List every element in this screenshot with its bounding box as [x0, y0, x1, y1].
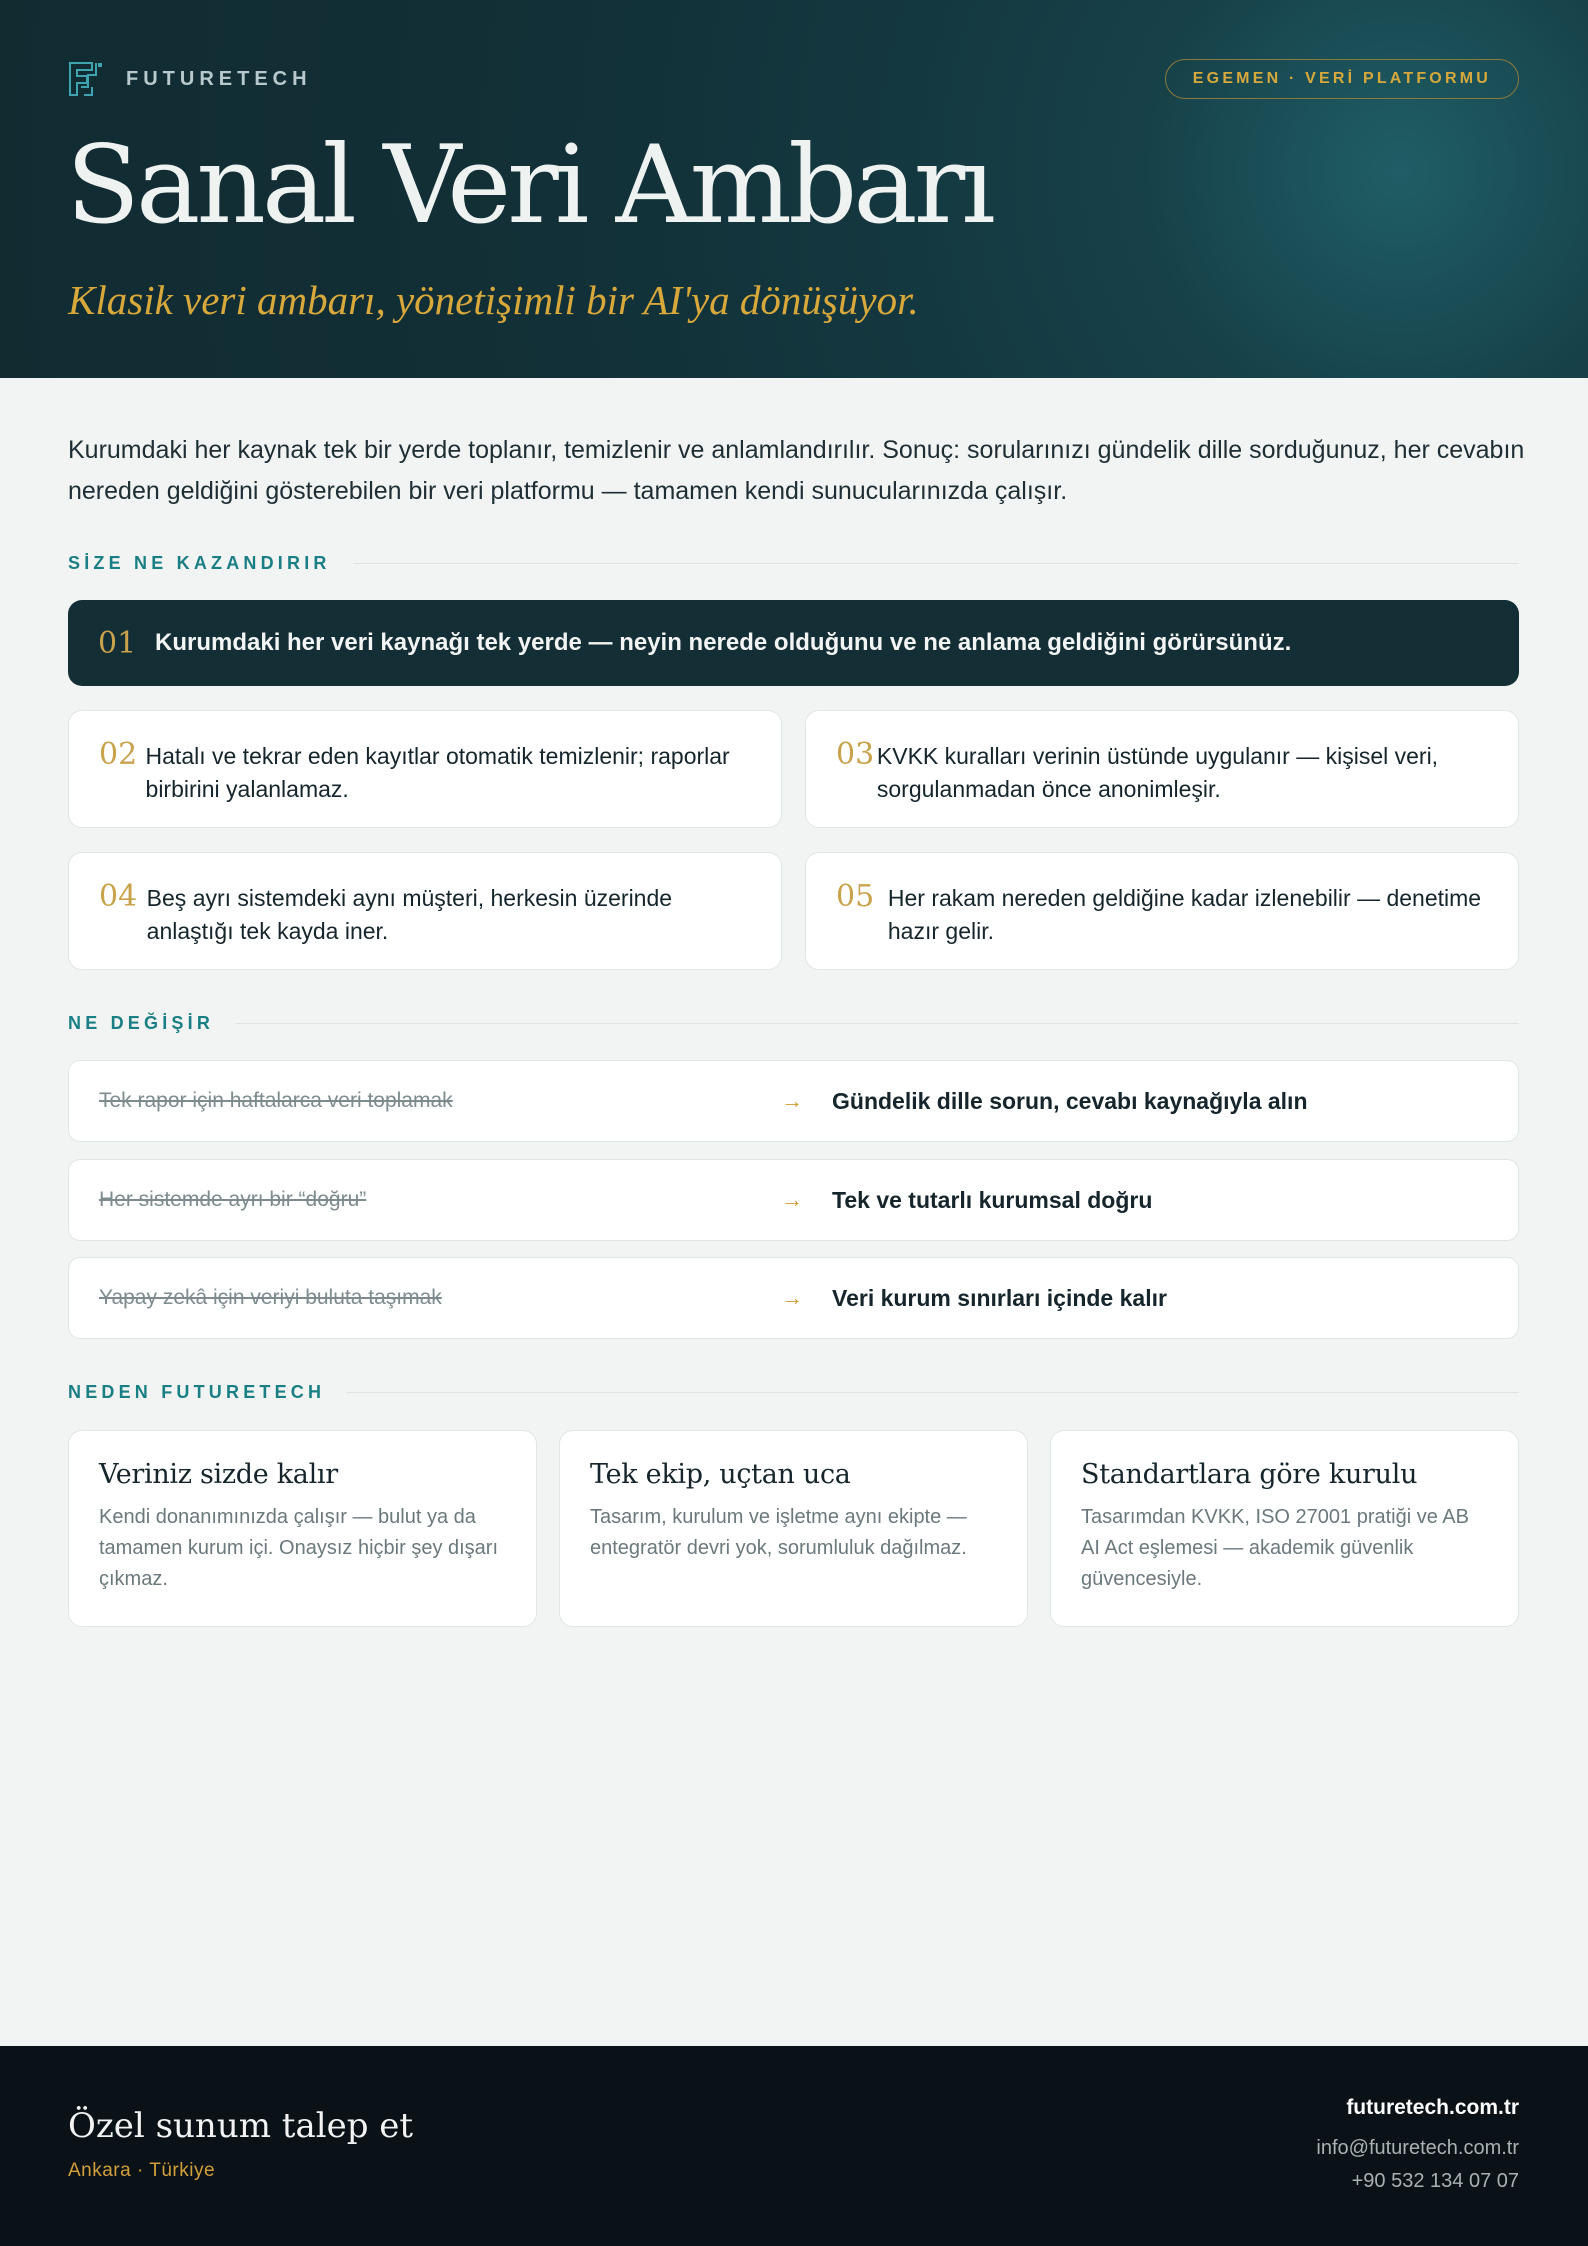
section-label: NEDEN FUTURETECH [68, 1381, 326, 1402]
benefit-number: 01 [98, 625, 137, 661]
change-row [68, 1159, 1519, 1241]
divider [347, 1392, 1519, 1393]
why-card-title: Standartlara göre kurulu [1081, 1459, 1418, 1490]
phone-link[interactable]: +90 532 134 07 07 [1351, 2170, 1519, 2192]
platform-badge: EGEMEN · VERİ PLATFORMU [1165, 59, 1519, 99]
footer [0, 2046, 1588, 2246]
change-after: Veri kurum sınırları içinde kalır [832, 1284, 1167, 1311]
why-card-description: Kendi donanımınızda çalışır — bulut ya da tamamen kurum içi. Onaysız hiçbir şey dışarı çıkmaz. [99, 1506, 499, 1590]
benefit-card [68, 710, 782, 828]
benefit-text: Beş ayrı sistemdeki aynı müşteri, herkesin üzerinde anlaştığı tek kayda iner. [146, 885, 673, 944]
arrow-right-icon: → [781, 1285, 803, 1310]
change-before: Yapay zekâ için veriyi buluta taşımak [99, 1286, 442, 1309]
email-link[interactable]: info@futuretech.com.tr [1316, 2137, 1519, 2159]
brand[interactable] [68, 60, 312, 98]
arrow-right-icon: → [781, 1088, 803, 1113]
request-presentation-cta[interactable]: Özel sunum talep et [68, 2106, 414, 2146]
change-after: Gündelik dille sorun, cevabı kaynağıyla alın [832, 1087, 1308, 1114]
benefit-text: Her rakam nereden geldiğine kadar izlenebilir — denetime hazır gelir. [887, 885, 1482, 944]
benefit-text: Hatalı ve tekrar eden kayıtlar otomatik temizlenir; raporlar birbirini yalanlamaz. [145, 743, 730, 802]
benefit-text: KVKK kuralları verinin üstünde uygulanır — kişisel veri, sorgulanmadan önce anonimleşir. [876, 743, 1439, 802]
divider [353, 563, 1519, 564]
benefit-number: 03 [836, 737, 875, 772]
location-text: Ankara · Türkiye [68, 2160, 216, 2181]
page-subtitle: Klasik veri ambarı, yönetişimli bir AI'ya dönüşüyor. [68, 277, 919, 323]
change-after: Tek ve tutarlı kurumsal doğru [832, 1186, 1153, 1213]
change-row [68, 1060, 1519, 1142]
why-card [559, 1430, 1028, 1627]
website-link[interactable]: futuretech.com.tr [1346, 2096, 1519, 2119]
divider [236, 1023, 1519, 1024]
benefit-card [805, 852, 1519, 970]
change-before: Her sistemde ayrı bir “doğru” [99, 1188, 367, 1211]
benefits-section-heading [68, 553, 1519, 573]
page-title: Sanal Veri Ambarı [66, 123, 992, 248]
changes-section-heading [68, 1013, 1519, 1033]
why-card-title: Tek ekip, uçtan uca [590, 1459, 851, 1490]
why-card-description: Tasarım, kurulum ve işletme aynı ekipte — entegratör devri yok, sorumluluk dağılmaz. [590, 1506, 967, 1559]
why-card-title: Veriniz sizde kalır [99, 1459, 338, 1490]
futuretech-logo-icon [68, 61, 104, 97]
benefit-text: Kurumdaki her veri kaynağı tek yerde — neyin nerede olduğunu ve ne anlama geldiğini görürsünüz. [155, 629, 1292, 656]
section-label: SİZE NE KAZANDIRIR [68, 552, 331, 573]
benefit-card [805, 710, 1519, 828]
change-row [68, 1257, 1519, 1339]
why-card [68, 1430, 537, 1627]
why-card [1050, 1430, 1519, 1627]
benefit-number: 02 [99, 737, 138, 772]
why-card-description: Tasarımdan KVKK, ISO 27001 pratiği ve AB AI Act eşlemesi — akademik güvenlik güvencesiyle. [1081, 1506, 1469, 1590]
benefit-number: 04 [99, 879, 138, 914]
intro-paragraph: Kurumdaki her kaynak tek bir yerde toplanır, temizlenir ve anlamlandırılır. Sonuç: sorularınızı gündelik dille sorduğunuz, her cevabın nereden geldiğini gösterebilen bir veri platformu — tamamen kendi sunucularınızda çalışır. [68, 436, 1525, 505]
benefit-card-featured [68, 600, 1519, 686]
benefit-number: 05 [836, 879, 875, 914]
section-label: NE DEĞİŞİR [68, 1012, 215, 1033]
brand-name: FUTURETECH [126, 67, 312, 90]
hero-header [0, 0, 1588, 378]
change-before: Tek rapor için haftalarca veri toplamak [99, 1089, 453, 1112]
benefit-card [68, 852, 782, 970]
why-section-heading [68, 1382, 1519, 1402]
arrow-right-icon: → [781, 1187, 803, 1212]
